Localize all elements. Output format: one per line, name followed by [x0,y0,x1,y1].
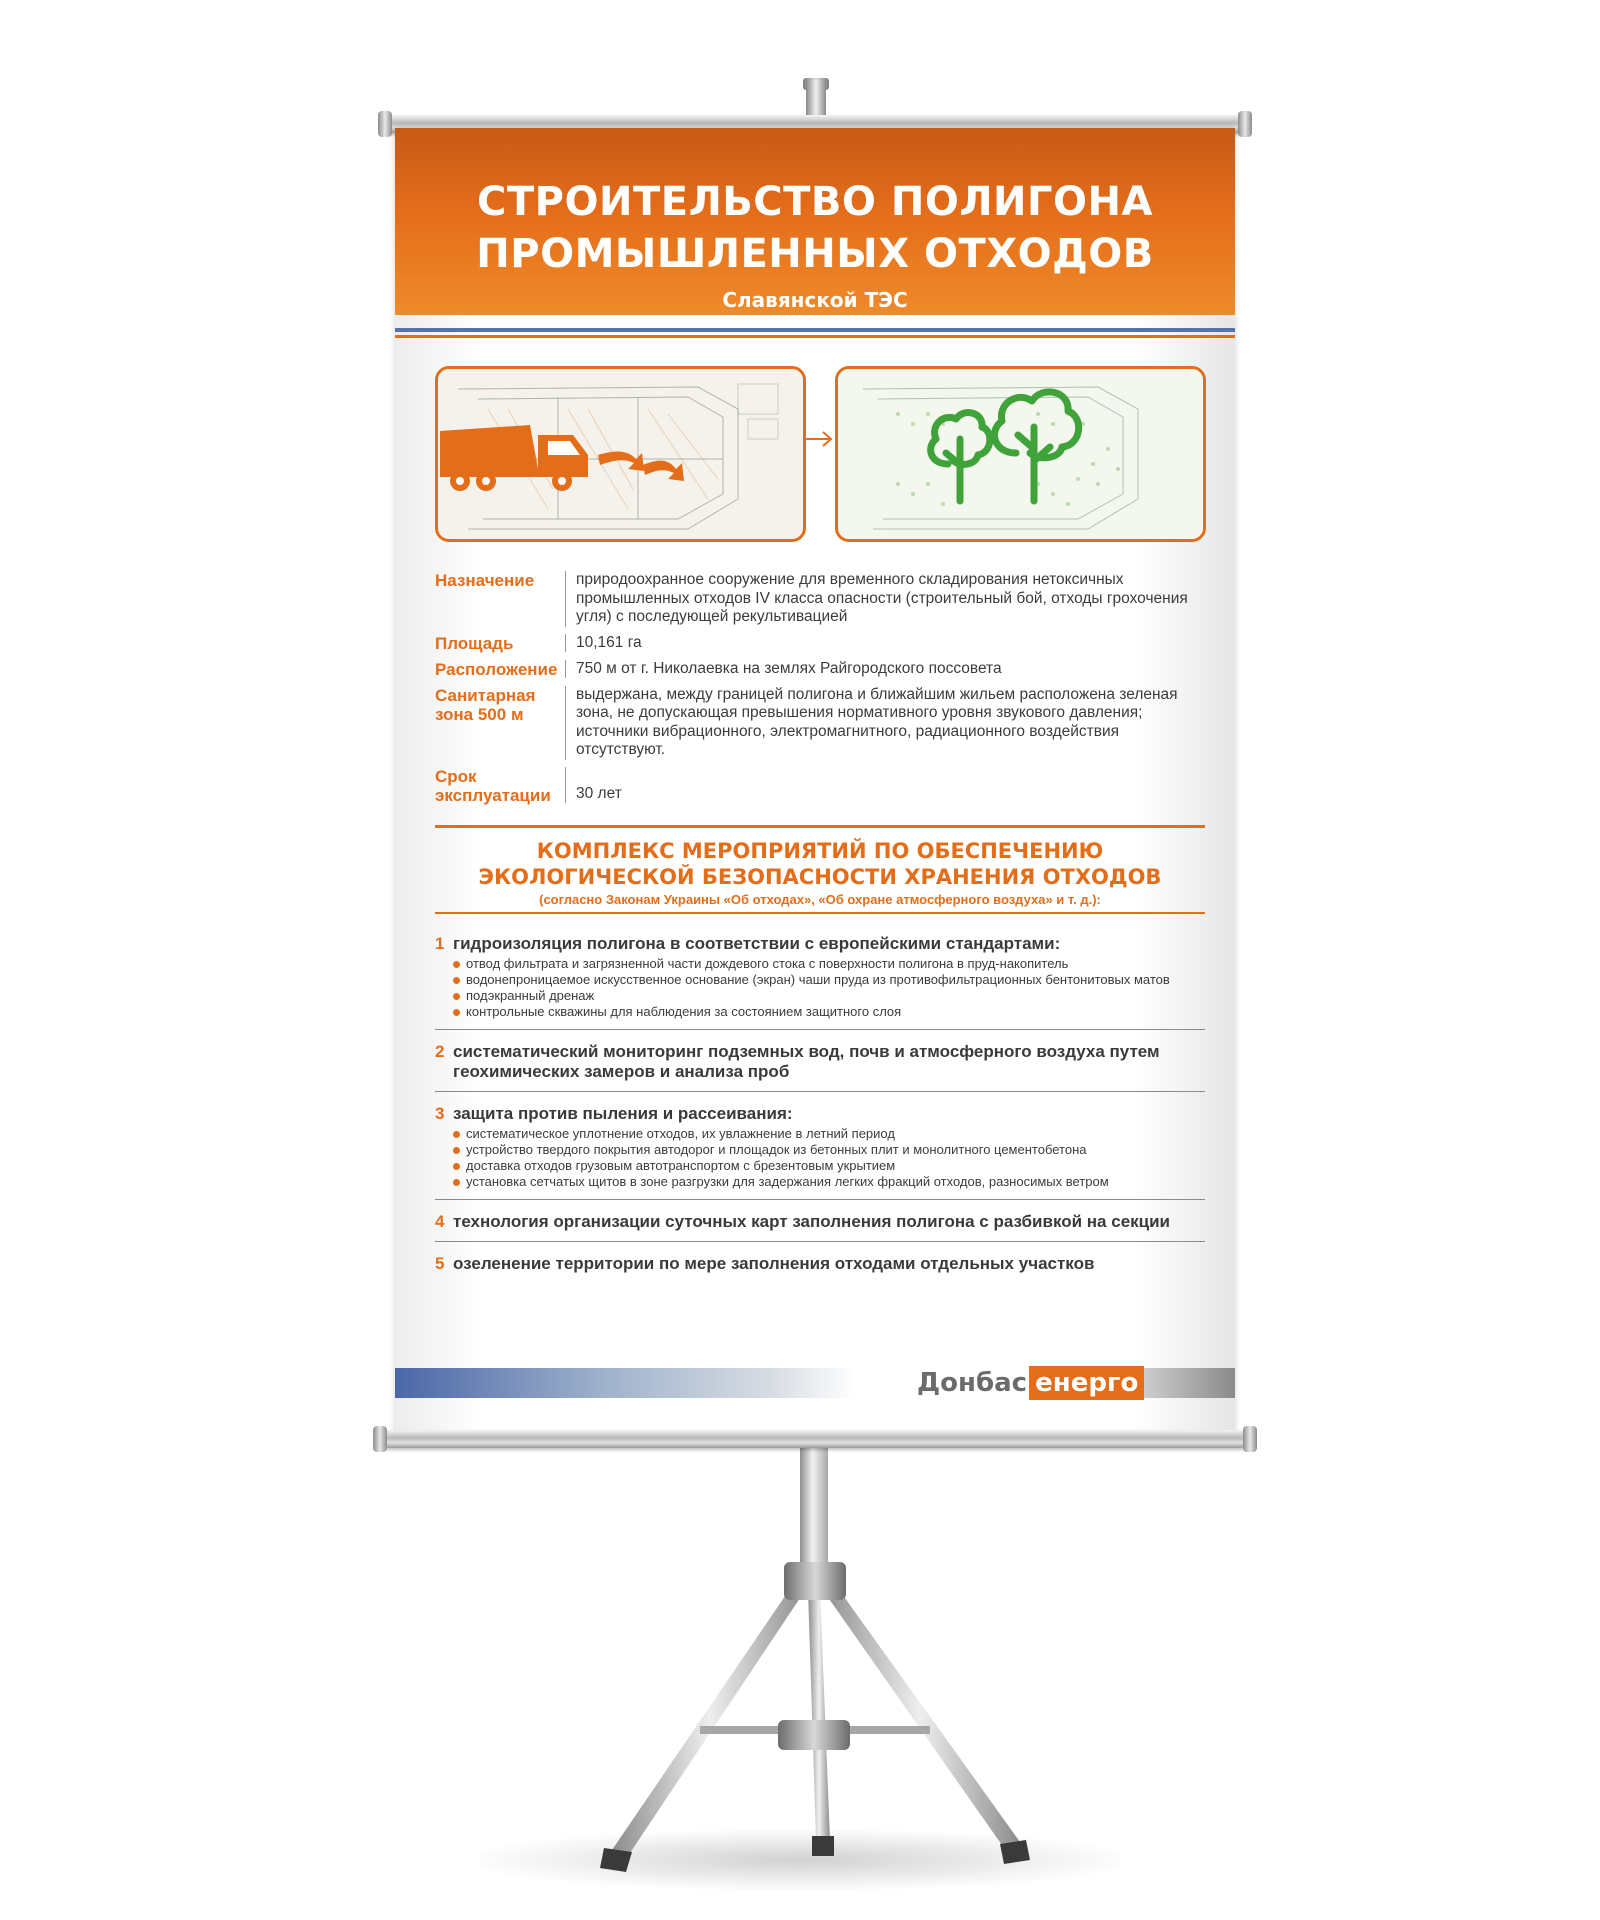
logo-part-1: Донбас [917,1368,1028,1398]
bullet-dot-icon [453,1131,460,1138]
section-title-line-1: КОМПЛЕКС МЕРОПРИЯТИЙ ПО ОБЕСПЕЧЕНИЮ [536,839,1104,863]
item-heading-text: озеленение территории по мере заполнения отходами отдельных участков [453,1254,1095,1273]
title-line-2: ПРОМЫШЛЕННЫХ ОТХОДОВ [476,231,1154,277]
item-number: 2 [435,1042,445,1061]
item-number: 1 [435,934,445,953]
bullet-item [453,1142,1205,1158]
logo-part-2: енерго [1029,1366,1144,1400]
item-bullets [453,956,1205,1020]
banner-header [395,128,1235,315]
info-value: 750 м от г. Николаевка на землях Райгородского поссовета [565,660,1205,679]
page-subtitle: Славянской ТЭС [722,288,908,312]
info-value: 30 лет [565,767,1205,804]
bullet-item [453,1158,1205,1174]
site-plan-after [835,366,1206,542]
bullet-text: устройство твердого покрытия автодорог и площадок из бетонных плит и монолитного цементобетона [466,1142,1087,1157]
bullet-text: контрольные скважины для наблюдения за состоянием защитного слоя [466,1004,902,1019]
info-row-service-life [435,767,1205,805]
info-label: Площадь [435,633,514,653]
item-heading [435,1212,1205,1232]
bottom-rod-cap-left [373,1426,387,1452]
item-heading-text: защита против пыления и рассеивания: [453,1104,793,1123]
info-label: Срок эксплуатации [435,766,551,805]
item-heading [435,1254,1205,1274]
site-plan-before [435,366,806,542]
stand-joint [784,1562,846,1600]
info-label: Назначение [435,571,535,590]
bullet-item [453,1174,1205,1190]
bullet-item [453,1004,1205,1020]
section-divider-top [435,825,1205,828]
bullet-item [453,972,1205,988]
info-row-area [435,634,1205,653]
bullet-dot-icon [453,961,460,968]
info-label: Санитарная зона 500 м [435,685,536,724]
item-heading [435,934,1205,954]
item-number: 4 [435,1212,445,1231]
section-title-line-2: ЭКОЛОГИЧЕСКОЙ БЕЗОПАСНОСТИ ХРАНЕНИЯ ОТХОДОВ [478,865,1162,889]
bullet-item [453,988,1205,1004]
item-heading-text: технология организации суточных карт заполнения полигона с разбивкой на секции [453,1212,1171,1231]
bullet-text: установка сетчатых щитов в зоне разгрузки для задержания легких фракций отходов, разносимых ветром [466,1174,1109,1189]
info-table [435,571,1205,812]
list-item [435,1212,1205,1242]
bullet-dot-icon [453,1179,460,1186]
item-heading-text: гидроизоляция полигона в соответствии с европейскими стандартами: [453,934,1061,953]
company-logo [915,1364,1144,1402]
info-row-location [435,660,1205,679]
header-stripe-blue [395,328,1235,332]
bullet-dot-icon [453,1009,460,1016]
title-line-1: СТРОИТЕЛЬСТВО ПОЛИГОНА [477,179,1153,225]
bullet-text: доставка отходов грузовым автотранспортом с брезентовым укрытием [466,1158,896,1173]
list-item [435,1042,1205,1092]
item-heading [435,1104,1205,1124]
bullet-dot-icon [453,1147,460,1154]
bullet-item [453,956,1205,972]
bullet-text: водонепроницаемое искусственное основание (экран) чаши пруда из противофильтрационных бентонитовых матов [466,972,1170,987]
section-title [435,838,1205,890]
bullet-dot-icon [453,977,460,984]
info-row-purpose [435,571,1205,627]
measures-list [435,934,1205,1295]
section-divider-bottom [435,912,1205,914]
transition-arrow-icon [803,428,835,450]
stand-lower-joint [778,1720,850,1750]
info-value: природоохранное сооружение для временного складирования нетоксичных промышленных отходов IV класса опасности (строительный бой, отходы грохочения угля) с последующей рекультивацией [565,571,1205,627]
info-value: выдержана, между границей полигона и ближайшим жильем расположена зеленая зона, не допускающая превышения нормативного уровня звукового давления; источники вибрационного, электромагнитного, радиационного воздействия отсутствуют. [565,686,1205,760]
item-number: 5 [435,1254,445,1273]
page-title [395,128,1235,280]
bullet-item [453,1126,1205,1142]
info-row-sanitary-zone [435,686,1205,760]
banner [395,128,1235,1433]
section-subtitle: (согласно Законам Украины «Об отходах», «Об охране атмосферного воздуха» и т. д.): [539,892,1101,907]
bullet-text: систематическое уплотнение отходов, их увлажнение в летний период [466,1126,895,1141]
bottom-rod-cap-right [1243,1426,1257,1452]
list-item [435,1104,1205,1200]
bottom-rod [380,1430,1250,1448]
info-label: Расположение [435,659,558,679]
item-bullets [453,1126,1205,1190]
bullet-text: подэкранный дренаж [466,988,595,1003]
bullet-dot-icon [453,993,460,1000]
list-item [435,1254,1205,1283]
item-heading [435,1042,1205,1082]
bullet-text: отвод фильтрата и загрязненной части дождевого стока с поверхности полигона в пруд-накопитель [466,956,1069,971]
item-number: 3 [435,1104,445,1123]
list-item [435,934,1205,1030]
header-stripe-orange [395,335,1235,338]
info-value: 10,161 га [565,634,1205,653]
item-heading-text: систематический мониторинг подземных вод, почв и атмосферного воздуха путем геохимических замеров и анализа проб [453,1042,1160,1081]
bullet-dot-icon [453,1163,460,1170]
